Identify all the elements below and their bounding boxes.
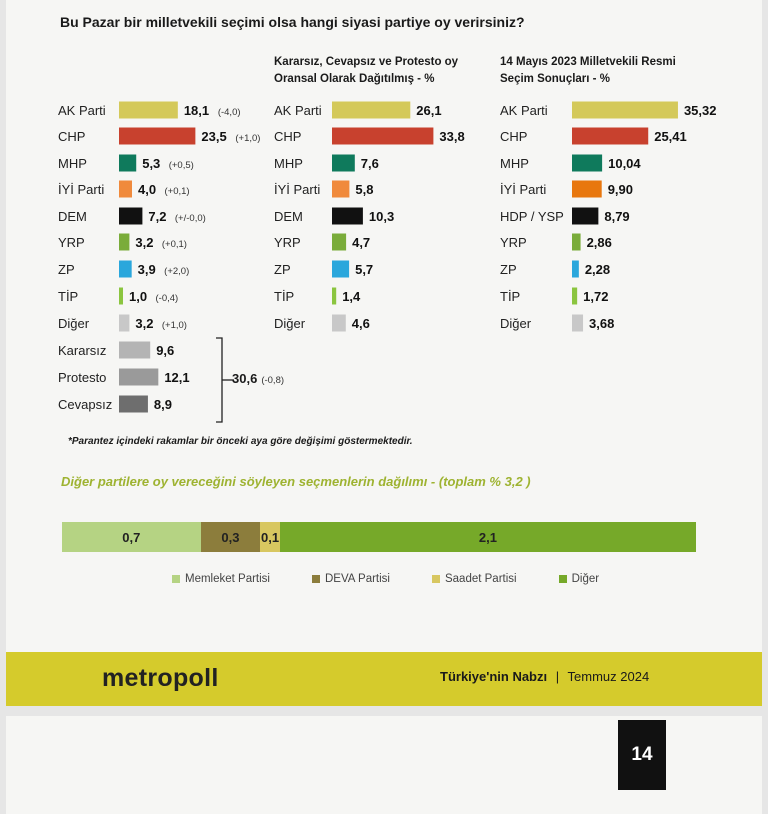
value-label: 2,28 xyxy=(584,262,611,277)
category-label: MHP xyxy=(58,156,87,171)
change-label: (+0,1) xyxy=(164,186,190,197)
value-label: 1,72 xyxy=(583,289,609,304)
category-label: YRP xyxy=(500,235,527,250)
footer-text xyxy=(440,669,649,684)
undecided-total xyxy=(232,371,284,386)
value-label: 8,9 xyxy=(153,397,173,412)
category-label: Diğer xyxy=(500,316,532,331)
category-label: DEM xyxy=(274,209,303,224)
bar xyxy=(119,315,129,332)
value-label: 3,2 xyxy=(135,235,154,250)
bar xyxy=(119,208,142,225)
category-label: MHP xyxy=(500,156,529,171)
bar xyxy=(119,396,148,413)
bar xyxy=(572,261,579,278)
value-label: 26,1 xyxy=(416,103,442,118)
change-label: (-0,4) xyxy=(155,293,179,304)
page-number: 14 xyxy=(618,720,666,790)
category-label: Kararsız xyxy=(58,343,107,358)
value-label: 1,4 xyxy=(342,289,361,304)
change-label: (+1,0) xyxy=(161,320,187,331)
category-label: TİP xyxy=(58,289,79,304)
legend-label: Saadet Partisi xyxy=(444,573,517,585)
bar xyxy=(119,342,150,359)
bar xyxy=(119,128,195,145)
stacked-segment: 2,1 xyxy=(280,522,696,552)
change-label: (+0,5) xyxy=(168,160,194,171)
bar xyxy=(332,181,349,198)
footer-separator: | xyxy=(555,669,560,684)
undecided-total-value: 30,6 xyxy=(232,371,258,386)
category-label: MHP xyxy=(274,156,303,171)
value-label: 3,68 xyxy=(589,316,615,331)
category-label: İYİ Parti xyxy=(58,182,105,197)
category-label: Diğer xyxy=(58,316,90,331)
change-label: (+/-0,0) xyxy=(174,213,206,224)
stacked-segment: 0,3 xyxy=(201,522,260,552)
bar xyxy=(119,369,158,386)
value-label: 10,04 xyxy=(608,156,641,171)
bar xyxy=(332,261,349,278)
category-label: YRP xyxy=(58,235,85,250)
value-label: 3,2 xyxy=(135,316,154,331)
bar xyxy=(119,234,129,251)
value-label: 25,41 xyxy=(654,129,687,144)
category-label: DEM xyxy=(58,209,87,224)
category-label: ZP xyxy=(500,262,517,277)
stacked-segment: 0,7 xyxy=(62,522,201,552)
bar xyxy=(572,234,581,251)
bar xyxy=(332,208,363,225)
bar xyxy=(119,155,136,172)
bar xyxy=(332,315,346,332)
value-label: 9,6 xyxy=(156,343,175,358)
value-label: 4,6 xyxy=(351,316,370,331)
value-label: 23,5 xyxy=(201,129,227,144)
value-label: 7,2 xyxy=(148,209,167,224)
bar xyxy=(119,181,132,198)
legend-item xyxy=(172,573,270,585)
bar xyxy=(572,288,577,305)
bar xyxy=(119,261,132,278)
value-label: 5,7 xyxy=(355,262,374,277)
category-label: YRP xyxy=(274,235,301,250)
change-label: (-4,0) xyxy=(217,107,241,118)
legend-swatch xyxy=(432,575,440,583)
value-label: 3,9 xyxy=(137,262,156,277)
legend-item xyxy=(312,573,390,585)
bar xyxy=(119,288,123,305)
bar xyxy=(572,181,602,198)
col3-title: 14 Mayıs 2023 Milletvekili Resmi Seçim Sonuçları - % xyxy=(500,56,676,85)
category-label: Protesto xyxy=(58,370,107,385)
bar xyxy=(572,155,602,172)
party-vote-charts xyxy=(6,0,762,440)
category-label: AK Parti xyxy=(500,103,548,118)
change-label: (+1,0) xyxy=(235,133,261,144)
bar xyxy=(572,128,648,145)
value-label: 2,86 xyxy=(586,235,612,250)
question-title: Bu Pazar bir milletvekili seçimi olsa hangi siyasi partiye oy verirsiniz? xyxy=(60,14,525,30)
other-parties-stacked-bar xyxy=(62,522,696,552)
bar xyxy=(332,234,346,251)
undecided-total-change: (-0,8) xyxy=(261,375,285,386)
category-label: ZP xyxy=(274,262,291,277)
footer-band xyxy=(6,652,762,706)
category-label: AK Parti xyxy=(58,103,106,118)
value-label: 8,79 xyxy=(604,209,630,224)
category-label: CHP xyxy=(58,129,86,144)
category-label: TİP xyxy=(274,289,295,304)
legend-label: Diğer xyxy=(571,573,600,585)
footer-brand: Türkiye'nin Nabzı xyxy=(440,669,548,684)
value-label: 5,3 xyxy=(142,156,161,171)
category-label: ZP xyxy=(58,262,75,277)
category-label: AK Parti xyxy=(274,103,322,118)
bar xyxy=(332,155,355,172)
stacked-bar-legend xyxy=(172,573,599,585)
change-label: (+2,0) xyxy=(164,266,190,277)
category-label: Diğer xyxy=(274,316,306,331)
value-label: 12,1 xyxy=(164,370,190,385)
legend-label: Memleket Partisi xyxy=(185,573,270,585)
value-label: 18,1 xyxy=(183,103,210,118)
bar xyxy=(572,102,678,119)
category-label: CHP xyxy=(274,129,302,144)
value-label: 1,0 xyxy=(129,289,148,304)
legend-item xyxy=(559,573,599,585)
bar xyxy=(332,128,433,145)
bar xyxy=(332,288,336,305)
legend-swatch xyxy=(312,575,320,583)
category-label: İYİ Parti xyxy=(500,182,547,197)
bar xyxy=(572,208,598,225)
distribution-title: Diğer partilere oy vereceğini söyleyen seçmenlerin dağılımı - (toplam % 3,2 ) xyxy=(61,474,531,489)
legend-label: DEVA Partisi xyxy=(325,573,390,585)
bar xyxy=(119,102,178,119)
value-label: 4,0 xyxy=(138,182,157,197)
category-label: İYİ Parti xyxy=(274,182,321,197)
value-label: 10,3 xyxy=(368,209,395,224)
stacked-segment: 0,1 xyxy=(260,522,280,552)
footer-date: Temmuz 2024 xyxy=(567,669,650,684)
legend-item xyxy=(432,573,517,585)
value-label: 5,8 xyxy=(355,182,374,197)
value-label: 33,8 xyxy=(439,129,465,144)
col2-title: Kararsız, Cevapsız ve Protesto oy Oransal Olarak Dağıtılmış - % xyxy=(274,56,459,85)
legend-swatch xyxy=(172,575,180,583)
category-label: HDP / YSP xyxy=(500,209,564,224)
change-label: (+0,1) xyxy=(161,239,187,250)
footnote: *Parantez içindeki rakamlar bir önceki aya göre değişimi göstermektedir. xyxy=(68,436,413,447)
category-label: CHP xyxy=(500,129,528,144)
value-label: 35,32 xyxy=(683,103,717,118)
category-label: Cevapsız xyxy=(58,397,113,412)
value-label: 9,90 xyxy=(607,182,634,197)
metropoll-logo: metropoll xyxy=(102,664,219,692)
value-label: 4,7 xyxy=(352,235,371,250)
bar xyxy=(572,315,583,332)
category-label: TİP xyxy=(500,289,521,304)
value-label: 7,6 xyxy=(360,156,379,171)
bar xyxy=(332,102,410,119)
legend-swatch xyxy=(559,575,567,583)
report-page xyxy=(6,0,762,706)
